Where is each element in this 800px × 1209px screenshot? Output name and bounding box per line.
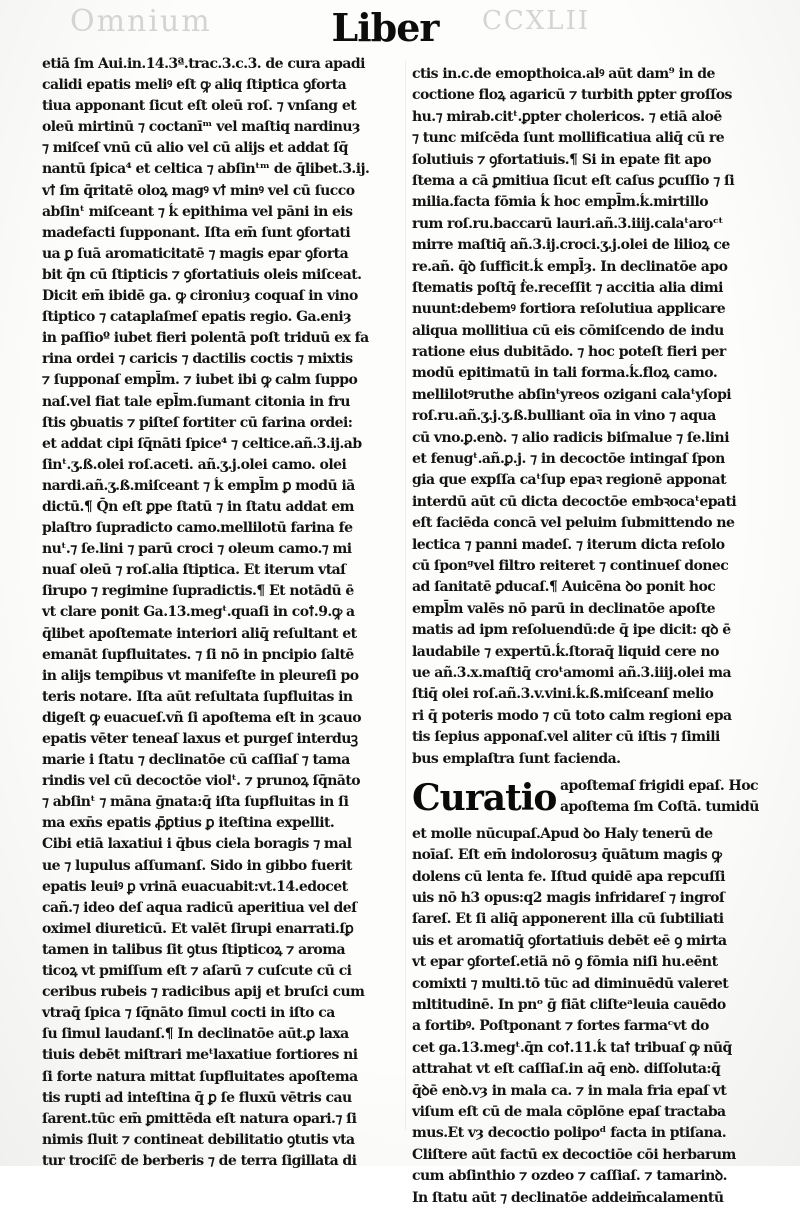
- text-line: ſtematis poſtq̄ ḟe.receſſit ⁊ accitia alia dimi: [412, 279, 723, 296]
- text-line: comixti ⁊ multi.tō tūc ad diminuēdū valeret: [412, 975, 729, 992]
- text-line: et molle nūcupaſ.Apud ꝺo Haly tenerū de: [412, 825, 713, 842]
- bleed-through-folio: CCXLII: [482, 6, 591, 36]
- text-line: cū ſponᵍvel filtro reiteret ⁊ continueſ donec: [412, 557, 729, 574]
- text-line: ma exn̄s epatis ꝓ̄ꝑtius ꝑ iteſtina expellit.: [42, 815, 335, 832]
- left-column: [42, 54, 406, 1172]
- text-line: plaſtro ſupradicto camo.mellilotū farina fe: [42, 520, 353, 537]
- text-line: matis ad ipm reſoluendū:de q̄ ipe dicit: qꝺ ē: [412, 622, 731, 639]
- text-line: ratione eius dubitādo. ⁊ hoc poteſt fieri per: [412, 344, 726, 361]
- text-line: interdū aūt cū dicta decoctōe embꝛocaᵗepati: [412, 493, 737, 510]
- text-line: ſi forte natura mittat ſupfluitates apoſtema: [42, 1068, 358, 1085]
- text-line: marie i ſtatu ⁊ declinatōe cū caſſiaſ ⁊ tama: [42, 752, 350, 769]
- text-line: nardi.añ.ʒ.ß.miſceant ⁊ ḱ empl̄m ꝑ modū iā: [42, 477, 355, 494]
- text-line: ſtema a cā ꝑmitiua ſicut eſt caſus ꝑcuſſio ⁊ ſi: [412, 172, 735, 189]
- text-line: abſinᵗ miſceant ⁊ ḱ epithima vel pāni in eis: [42, 203, 353, 220]
- text-line: emanāt ſupfluitates. ⁊ ſi nō in pncipio ſaltē: [42, 646, 354, 663]
- text-line: vtraq̄ ſpica ⁊ ſq̄nāto ſimul cocti in iſto ca: [42, 1005, 335, 1022]
- text-line: cet ga.13.megᵗ.q̄n coꝉ.11.ḱ taꝉ tribuaſ ꝙ nūq̄: [412, 1039, 732, 1056]
- text-line: ⁊ miſceſ vnū cū alio vel cū alijs et addat ſq̄: [42, 140, 348, 157]
- text-line: uis et aromatiq̄ ꝯfortatiuis debēt eē ꝯ mirta: [412, 932, 727, 949]
- text-line: Cibi etiā laxatiui i q̄bus ciela boragis ⁊ mal: [42, 836, 352, 853]
- text-line: mirre maſtiq̄ añ.3.ij.croci.ʒ.j.olei de lilioꝝ ce: [412, 237, 730, 254]
- text-line: calidi epatis meliꝰ eſt ꝙ aliq ſtiptica ꝯforta: [42, 77, 347, 94]
- text-line: madefacti ſupponant. Iſta em̄ ſunt ꝯfortati: [42, 224, 351, 241]
- text-line: a fortibꝰ. Poſtponant ⁊ fortes farmaᶜvt do: [412, 1018, 709, 1035]
- text-line: ue ⁊ lupulus aſſumanſ. Sido in gibbo fuerit: [42, 857, 352, 874]
- text-line: epatis leuiꝰ ꝑ vrinā euacuabit:vt.14.edocet: [42, 878, 348, 895]
- text-line: nimis ſluit ⁊ contineat debilitatio ꝯtutis vta: [42, 1131, 355, 1148]
- right-column-top-block: [412, 64, 782, 770]
- text-line: in alijs temꝑibus vt manifeſte in pleureſi po: [42, 667, 359, 684]
- text-line: uis nō h3 opus:q2 magis infridareſ ⁊ ingroſ: [412, 890, 725, 907]
- section-heading-block: [412, 776, 782, 824]
- text-line: In ſtatu aūt ⁊ declinatōe addeim̄calamentū: [412, 1189, 724, 1206]
- text-line: noīaſ. Eſt em̄ indolorosuȝ q̄uātum magis ꝙ: [412, 847, 722, 864]
- text-line: cum abſinthio ⁊ ozdeo ⁊ caſſiaſ. ⁊ tamarinꝺ.: [412, 1168, 727, 1185]
- text-line: ctis in.c.de emopthoica.alꝰ aūt dam⁹ in de: [412, 66, 715, 82]
- text-line: Dicit em̄ ibidē ga. ꝙ cironiuȝ coquaſ in vino: [42, 288, 358, 305]
- text-line: gia que expſſa caᵗſup epaꝛ regionē apponat: [412, 472, 727, 489]
- text-line: tiua apponant ſicut eſt oleū roſ. ⁊ vnſang et: [42, 98, 357, 115]
- right-column: [412, 64, 782, 1209]
- text-line: et fenugᵗ.añ.ꝑ.j. ⁊ in decoctōe intingaſ ſpon: [412, 451, 725, 468]
- text-line: ue añ.3.x.maſtiq̄ croᵗamomi añ.3.iiij.olei ma: [412, 664, 732, 681]
- text-line: teris notare. Iſta aūt reſultata ſupfluitas in: [42, 688, 353, 705]
- text-line: ua ꝑ ſuā aromaticitatē ⁊ magis epar ꝯforta: [42, 245, 349, 262]
- text-line: nuunt:debemꝰ fortiora reſolutiua applicare: [412, 301, 726, 318]
- text-line: epatis vēter teneaſ laxus et purgeſ interduꝫ: [42, 731, 358, 747]
- section-heading-line: apoſtemaſ frigidi epaſ. Hoc: [560, 777, 758, 794]
- text-line: in paſſioº iubet fieri polentā poſt triduū ex fa: [42, 330, 369, 347]
- text-line: oximel diureticū. Et valēt ſirupi enarrati.ſꝑ: [42, 920, 354, 937]
- text-line: ⁊ abſinᵗ ⁊ māna ḡnata:q̄ iſta ſupfluitas in ſi: [42, 794, 349, 811]
- text-line: etiā ſm Aui.in.14.3ª.trac.3.c.3. de cura apadi: [42, 56, 365, 72]
- section-heading: Curatio: [412, 776, 557, 819]
- text-line: ri q̄ poteris modo ⁊ cū toto calm regioni epa: [412, 707, 732, 724]
- text-line: tis ſepius apponaſ.vel aliter cū iſtis ⁊ ſimili: [412, 729, 720, 746]
- running-title: Liber: [331, 5, 439, 50]
- text-line: hu.⁊ mirab.citᵗ.ꝑpter cholericos. ⁊ etiā aloē: [412, 108, 722, 125]
- text-line: eſt faciēda concā vel peluim ſubmittendo ne: [412, 515, 735, 532]
- text-line: rina ordei ⁊ caricis ⁊ dactilis coctis ⁊ mixtis: [42, 351, 353, 368]
- text-line: cū vno.ꝑ.enꝺ. ⁊ alio radicis biſmalue ⁊ ſe.lini: [412, 429, 729, 446]
- text-line: nuaſ oleū ⁊ roſ.alia ſtiptica. Et iterum vtaſ: [42, 562, 346, 579]
- text-line: ad ſanitatē ꝑducaſ.¶ Auicēna ꝺo ponit hoc: [412, 579, 716, 596]
- text-line: q̄ꝺē enꝺ.vȝ in mala ca. ⁊ in mala fria epaſ vt: [412, 1082, 727, 1099]
- text-line: dolens cū lenta fe. Iſtud quidē apa repcuſſi: [412, 868, 725, 885]
- text-line: nantū ſpica⁴ et celtica ⁊ abſinᵗᵐ de q̄libet.3.ij.: [42, 161, 370, 178]
- text-line: ſtiptico ⁊ cataplaſmeſ epatis regio. Ga.eniȝ: [42, 309, 352, 326]
- text-line: digeſt ꝙ euacueſ.vñ ſi apoſtema eſt in ȝcauo: [42, 709, 362, 726]
- text-line: cañ.⁊ ideo deſ aqua radicū aperitiua vel deſ: [42, 899, 357, 916]
- text-line: aliqua mollitiua cū eis cōmiſcendo de indu: [412, 322, 724, 339]
- text-line: dictū.¶ Q̄n eſt ꝑpe ſtatū ⁊ in ſtatu addat em: [42, 498, 354, 515]
- text-line: q̄libet apoſtemate interiori aliq̄ reſultant et: [42, 625, 357, 642]
- text-line: bus emplaſtra ſunt facienda.: [412, 750, 621, 767]
- text-line: coctione floꝝ agaricū ⁊ turbith ꝑpter groſſos: [412, 87, 732, 104]
- text-line: ⁊ tunc miſcēda ſunt mollificatiua aliq̄ cū re: [412, 130, 725, 147]
- text-line: ceribus rubeis ⁊ radicibus apij et bruſci cum: [42, 984, 365, 1001]
- text-line: ⁊ ſupponaſ empl̄m. ⁊ iubet ibi ꝙ calm ſuppo: [42, 372, 358, 389]
- section-heading-line: apoſtema ſm Coſtā. tumidū: [560, 799, 759, 816]
- text-line: mellilotꝰruthe abſinᵗyreos ozigani calaᵗyſopi: [412, 386, 732, 403]
- section-heading-continuation: [560, 776, 759, 819]
- text-line: modū epitimatū in tali forma.ḱ.floꝝ camo.: [412, 365, 718, 382]
- text-line: et addat cipi ſq̄nāti ſpice⁴ ⁊ celtice.añ.3.ij.ab: [42, 435, 362, 452]
- text-line: milia.facta fōmia ḱ hoc empl̄m.ḱ.mirtillo: [412, 194, 709, 211]
- text-line: ſtis ꝯbuatis ⁊ piſteſ fortiter cū farina ordei:: [42, 414, 353, 431]
- text-line: rum roſ.ru.baccarū lauri.añ.3.iiij.calaᵗaroᶜᵗ: [412, 215, 723, 232]
- text-line: vt clare ponit Ga.13.megᵗ.quaſi in coꝉ.9.ꝙ a: [42, 604, 355, 621]
- text-line: vꝉ ſm q̄ritatē oloꝝ magꝰ vꝉ minꝰ vel cū ſucco: [42, 182, 355, 199]
- text-line: lectica ⁊ panni madeſ. ⁊ iterum dicta reſolo: [412, 536, 725, 553]
- text-line: attrahat vt eſt caſſiaſ.in aq̄ enꝺ. diſſoluta:q̄: [412, 1061, 721, 1078]
- text-line: ſtiq̄ olei roſ.añ.3.v.vini.ḱ.ß.miſceanſ melio: [412, 686, 714, 703]
- right-column-bottom-block: [412, 824, 782, 1209]
- text-line: ſirupo ⁊ regimine ſupradictis.¶ Et notādū ē: [42, 583, 354, 600]
- text-line: bit q̄n cū ſtipticis ⁊ ꝯfortatiuis oleis miſceat.: [42, 266, 362, 283]
- text-line: ſolutiuis ⁊ ꝯfortatiuis.¶ Si in epate fit apo: [412, 151, 711, 168]
- text-line: laudabile ⁊ expertū.ḱ.ſtoraq̄ liquid cere no: [412, 643, 719, 660]
- text-line: roſ.ru.añ.ʒ.j.ʒ.ß.bulliant oīa in vino ⁊ aqua: [412, 408, 716, 425]
- text-line: ſinᵗ.ʒ.ß.olei roſ.aceti. añ.ʒ.j.olei camo. olei: [42, 456, 347, 473]
- text-line: re.añ. q̄ꝺ ſufficit.ḱ empl̄ȝ. In declinatōe apo: [412, 258, 728, 275]
- text-line: nuᵗ.⁊ ſe.lini ⁊ parū croci ⁊ oleum camo.⁊ mi: [42, 541, 352, 558]
- text-line: rindis vel cū decoctōe violᵗ. ⁊ prunoꝝ ſq̄nāto: [42, 773, 361, 790]
- text-line: empl̄m valēs nō parū in declinatōe apoſte: [412, 600, 716, 617]
- text-line: tamen in talibus ſit ꝯtus ſtipticoꝝ ⁊ aroma: [42, 941, 345, 958]
- text-line: ſareſ. Et ſi aliq̄ apponerent illa cū ſubtiliati: [412, 911, 724, 928]
- text-line: vt epar ꝯforteſ.etiā nō ꝯ fōmia niſi hu.eēnt: [412, 954, 718, 971]
- text-line: ſu ſimul laudanſ.¶ In declinatōe aūt.ꝑ laxa: [42, 1026, 349, 1043]
- text-line: ſarent.tūc em̄ ꝑmittēda eſt natura opari.⁊ ſi: [42, 1110, 357, 1127]
- text-line: viſum eſt cū de mala cōplōne epaſ tractaba: [412, 1103, 726, 1120]
- text-line: mus.Et vȝ decoctio polipoᵈ facta in ptiſana.: [412, 1125, 727, 1142]
- text-line: oleū mirtinū ⁊ coctanīᵐ vel maſtiq nardinuȝ: [42, 119, 361, 136]
- text-line: ticoꝝ vt pmiſſum eſt ⁊ aſarū ⁊ cuſcute cū ci: [42, 963, 352, 980]
- text-line: naſ.vel fiat tale epl̄m.ſumant citonia in fru: [42, 393, 350, 410]
- text-line: Cliſtere aūt factū ex decoctiōe cōi herbarum: [412, 1146, 736, 1163]
- text-line: mltitudinē. In pnᵒ ḡ fiāt cliſteᵃleuia cauēdo: [412, 997, 726, 1014]
- text-line: tis rupti ad inteſtina q̄ ꝑ ſe fluxū vētris cau: [42, 1089, 352, 1106]
- bleed-through-text: Omnium: [70, 4, 212, 39]
- text-line: tur trociſc̄ de berberis ⁊ de terra ſigillata di: [42, 1152, 357, 1169]
- text-line: tiuis debēt miſtrari meᵗlaxatiue fortiores ni: [42, 1047, 358, 1064]
